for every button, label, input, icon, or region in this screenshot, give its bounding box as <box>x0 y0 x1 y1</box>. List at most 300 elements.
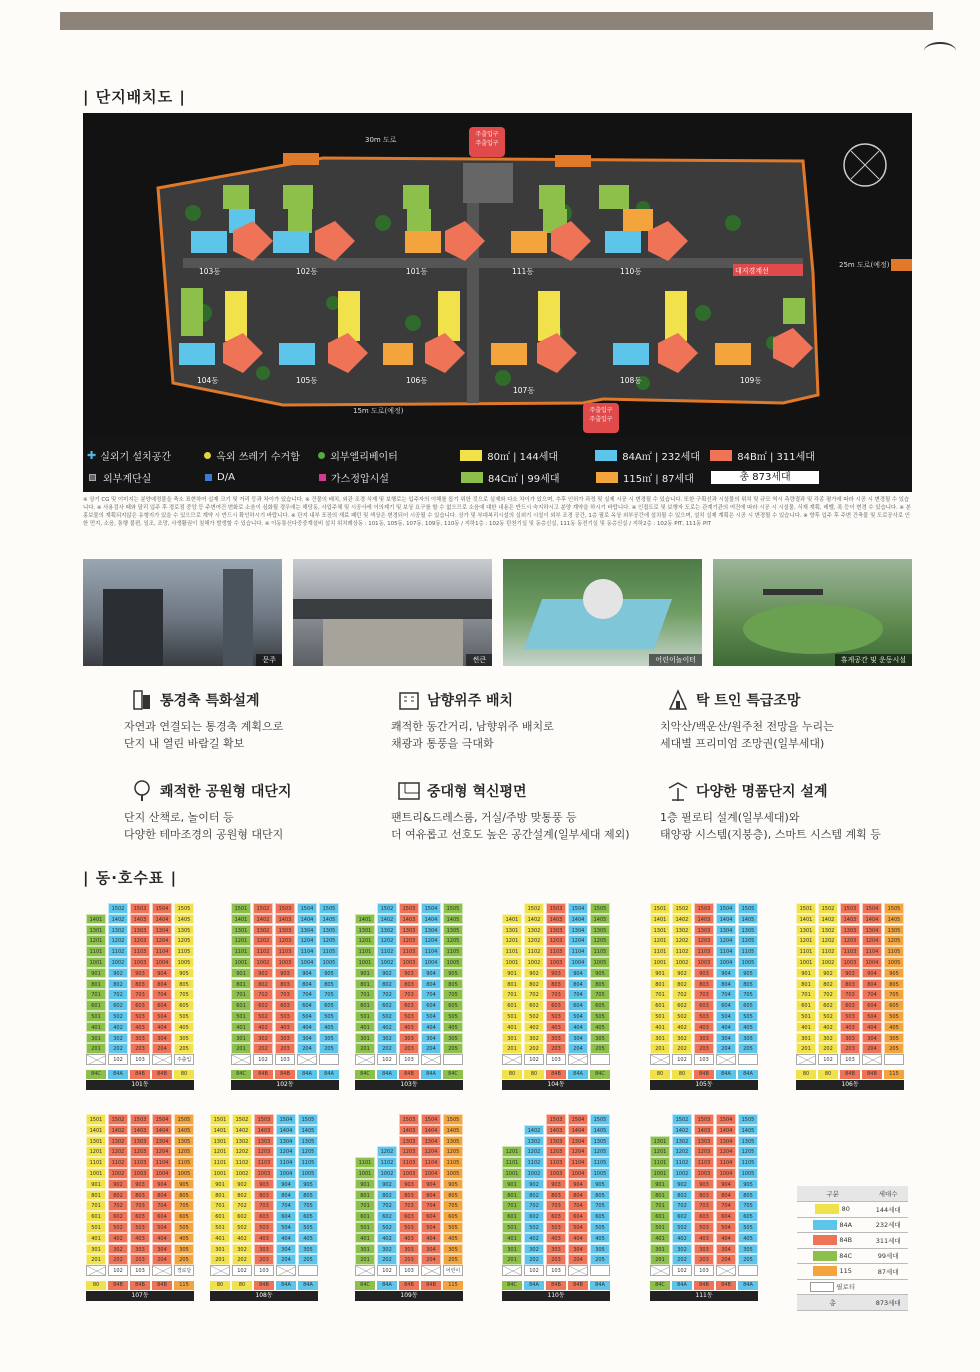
unit-cell: 504 <box>862 1011 882 1022</box>
unit-cell: 경로당 <box>174 1265 194 1276</box>
unit-cell: 1301 <box>502 925 522 936</box>
unit-cell: 1105 <box>590 946 610 957</box>
unit-cell: 1205 <box>174 1146 194 1157</box>
boundary-label: 대지경계선 <box>735 267 769 275</box>
unit-cell: 802 <box>672 979 692 990</box>
unit-cell: 504 <box>421 1222 441 1233</box>
unit-type-label: 84B <box>130 1281 150 1290</box>
unit-cell <box>590 1265 610 1276</box>
unit-cell: 903 <box>130 1179 150 1190</box>
unit-cell: 303 <box>840 1033 860 1044</box>
unit-cell: 602 <box>108 1211 128 1222</box>
unit-cell: 505 <box>590 1011 610 1022</box>
unit-cell: 1401 <box>650 914 670 925</box>
bldg-label-107: 107동 <box>513 386 535 395</box>
unit-cell: 1101 <box>502 1157 522 1168</box>
unit-cell: 1002 <box>232 1168 252 1179</box>
unit-cell: 501 <box>86 1011 106 1022</box>
unit-type-label: 80 <box>502 1070 522 1079</box>
unit-cell: 403 <box>399 1233 419 1244</box>
unit-cell: 1202 <box>672 935 692 946</box>
unit-cell: 504 <box>152 1222 172 1233</box>
bldg-label-106: 106동 <box>406 376 428 385</box>
unit-cell: 103 <box>399 1054 419 1065</box>
page-curl <box>924 42 956 60</box>
unit-cell: 905 <box>319 968 339 979</box>
unit-cell: 1002 <box>108 957 128 968</box>
unit-cell: 1202 <box>818 935 838 946</box>
unit-cell: 1103 <box>399 1157 419 1168</box>
unit-cell: 703 <box>254 1200 274 1211</box>
bldg-label-102: 102동 <box>296 267 318 276</box>
unit-cell: 701 <box>86 989 106 1000</box>
unit-cell: 805 <box>590 979 610 990</box>
unit-cell: 1401 <box>86 1125 106 1136</box>
unit-cell: 603 <box>254 1211 274 1222</box>
unit-cell: 701 <box>650 989 670 1000</box>
unit-cell: 1503 <box>694 1114 714 1125</box>
unit-type-label: 84B <box>840 1070 860 1079</box>
unit-cell: 1103 <box>275 946 295 957</box>
unit-cell: 905 <box>738 1179 758 1190</box>
unit-cell: 1001 <box>796 957 816 968</box>
unit-cell: 703 <box>399 989 419 1000</box>
unit-cell: 303 <box>130 1033 150 1044</box>
unit-cell: 305 <box>590 1244 610 1255</box>
unit-cell: 1402 <box>818 914 838 925</box>
unit-type-label: 84C <box>590 1070 610 1079</box>
unit-cell: 1104 <box>421 1157 441 1168</box>
photo-caption-gate: 문주 <box>256 654 282 666</box>
unit-cell: 502 <box>672 1011 692 1022</box>
unit-cell: 1402 <box>232 1125 252 1136</box>
unit-cell: 1302 <box>818 925 838 936</box>
unit-cell: 804 <box>568 1190 588 1201</box>
unit-cell: 1302 <box>232 1136 252 1147</box>
unit-cell: 704 <box>716 989 736 1000</box>
unit-cell: 1205 <box>443 1146 463 1157</box>
unit-cell: 1002 <box>253 957 273 968</box>
unit-cell: 903 <box>694 968 714 979</box>
unit-cell: 1404 <box>716 914 736 925</box>
unit-cell: 402 <box>672 1233 692 1244</box>
unit-cell: 605 <box>590 1000 610 1011</box>
unit-cell: 402 <box>108 1022 128 1033</box>
unit-cell: 1302 <box>672 925 692 936</box>
unit-cell: 404 <box>152 1233 172 1244</box>
unit-cell <box>590 1054 610 1065</box>
unit-cell: 1504 <box>862 903 882 914</box>
building-name-bar: 102동 <box>231 1080 339 1090</box>
unit-cell <box>355 1054 375 1065</box>
unit-cell: 1304 <box>568 925 588 936</box>
unit-cell: 801 <box>650 1190 670 1201</box>
unit-cell: 905 <box>738 968 758 979</box>
road-label-top: 30m 도로 <box>365 136 397 144</box>
unit-cell: 203 <box>130 1254 150 1265</box>
unit-cell: 805 <box>884 979 904 990</box>
unit-cell: 901 <box>86 968 106 979</box>
unit-cell: 305 <box>443 1033 463 1044</box>
unit-cell: 502 <box>377 1222 397 1233</box>
bldg-label-104: 104동 <box>197 376 219 385</box>
unit-cell: 1205 <box>443 935 463 946</box>
unit-cell: 802 <box>253 979 273 990</box>
unit-cell: 901 <box>231 968 251 979</box>
unit-type-label: 84A <box>319 1070 339 1079</box>
unit-cell: 401 <box>231 1022 251 1033</box>
unit-cell: 203 <box>694 1254 714 1265</box>
unit-cell: 603 <box>546 1000 566 1011</box>
unit-cell: 403 <box>130 1233 150 1244</box>
unit-cell: 1201 <box>355 935 375 946</box>
unit-cell: 405 <box>174 1022 194 1033</box>
unit-type-label: 84A <box>377 1070 397 1079</box>
unit-cell: 1504 <box>421 1114 441 1125</box>
unit-cell: 203 <box>399 1254 419 1265</box>
unit-cell: 401 <box>86 1233 106 1244</box>
unit-cell: 203 <box>254 1254 274 1265</box>
unit-type-label: 84B <box>716 1281 736 1290</box>
unit-cell: 404 <box>152 1022 172 1033</box>
unit-cell: 1101 <box>502 946 522 957</box>
legend-label-5: 가스정압시설 <box>331 473 389 485</box>
unit-cell: 1204 <box>568 935 588 946</box>
unit-cell: 905 <box>298 1179 318 1190</box>
unit-cell: 902 <box>672 968 692 979</box>
unit-cell: 604 <box>862 1000 882 1011</box>
unit-cell: 1203 <box>694 935 714 946</box>
unit-cell: 204 <box>152 1254 172 1265</box>
unit-cell: 1201 <box>231 935 251 946</box>
unit-cell: 602 <box>524 1211 544 1222</box>
unit-cell: 402 <box>524 1022 544 1033</box>
unit-cell: 403 <box>399 1022 419 1033</box>
unit-cell: 604 <box>716 1211 736 1222</box>
unit-cell: 1405 <box>319 914 339 925</box>
unit-cell: 802 <box>232 1190 252 1201</box>
unit-cell: 204 <box>297 1043 317 1054</box>
unit-cell: 1004 <box>568 1168 588 1179</box>
unit-cell: 1005 <box>590 957 610 968</box>
unit-cell: 1403 <box>275 914 295 925</box>
unit-cell: 204 <box>716 1043 736 1054</box>
unit-cell: 1101 <box>355 1157 375 1168</box>
type-swatch-84c <box>461 472 483 483</box>
unit-cell: 502 <box>108 1222 128 1233</box>
unit-type-label: 80 <box>86 1281 106 1290</box>
unit-cell: 301 <box>502 1033 522 1044</box>
unit-cell: 203 <box>546 1043 566 1054</box>
summary-swatch <box>813 1235 837 1245</box>
unit-cell <box>298 1265 318 1276</box>
unit-cell: 102 <box>524 1265 544 1276</box>
summary-count: 311세대 <box>868 1233 908 1249</box>
unit-cell <box>568 1054 588 1065</box>
unit-cell: 502 <box>524 1222 544 1233</box>
unit-cell: 1201 <box>502 935 522 946</box>
unit-cell: 504 <box>716 1222 736 1233</box>
unit-cell: 704 <box>568 1200 588 1211</box>
unit-cell: 주출입 <box>174 1054 194 1065</box>
unit-cell: 1005 <box>174 1168 194 1179</box>
unit-cell: 1404 <box>862 914 882 925</box>
summary-type: 80 <box>841 1205 850 1214</box>
unit-cell: 205 <box>174 1043 194 1054</box>
unit-cell: 603 <box>694 1211 714 1222</box>
unit-cell: 603 <box>130 1000 150 1011</box>
unit-cell: 701 <box>502 1200 522 1211</box>
unit-cell: 1501 <box>210 1114 230 1125</box>
building-name-bar: 101동 <box>86 1080 194 1090</box>
unit-cell: 904 <box>716 1179 736 1190</box>
summary-count: 99세대 <box>868 1248 908 1264</box>
unit-cell: 705 <box>319 989 339 1000</box>
unit-cell: 603 <box>399 1211 419 1222</box>
unit-cell: 901 <box>796 968 816 979</box>
unit-cell: 1305 <box>443 925 463 936</box>
unit-cell: 1204 <box>152 935 172 946</box>
unit-cell: 305 <box>738 1033 758 1044</box>
unit-cell: 402 <box>524 1233 544 1244</box>
bldg-label-109: 109동 <box>740 376 762 385</box>
unit-cell: 1005 <box>443 1168 463 1179</box>
building-icon <box>130 689 154 711</box>
unit-cell: 801 <box>231 979 251 990</box>
bldg-label-108: 108동 <box>620 376 642 385</box>
unit-cell: 1405 <box>738 914 758 925</box>
feature-desc-2: 더 여유롭고 선호도 높은 공간설계(일부세대 제외) <box>391 828 630 841</box>
unit-cell: 702 <box>672 1200 692 1211</box>
unit-cell: 902 <box>377 968 397 979</box>
unit-cell: 304 <box>568 1244 588 1255</box>
unit-cell: 1503 <box>546 903 566 914</box>
unit-cell: 703 <box>546 1200 566 1211</box>
unit-cell: 1305 <box>590 1136 610 1147</box>
unit-cell: 403 <box>254 1233 274 1244</box>
unit-cell: 705 <box>174 1200 194 1211</box>
unit-cell: 1204 <box>297 935 317 946</box>
unit-cell: 1505 <box>738 903 758 914</box>
unit-cell: 305 <box>884 1033 904 1044</box>
unit-type-label: 84A <box>672 1281 692 1290</box>
unit-cell: 304 <box>276 1244 296 1255</box>
unit-cell: 1404 <box>297 914 317 925</box>
unit-cell <box>231 1054 251 1065</box>
unit-cell: 1403 <box>130 1125 150 1136</box>
unit-cell: 204 <box>421 1254 441 1265</box>
unit-cell: 1004 <box>152 1168 172 1179</box>
unit-cell: 505 <box>319 1011 339 1022</box>
unit-cell: 505 <box>738 1011 758 1022</box>
unit-cell: 405 <box>319 1022 339 1033</box>
unit-cell: 1005 <box>738 1168 758 1179</box>
unit-cell: 1002 <box>524 1168 544 1179</box>
unit-table-title: | 동·호수표 | <box>83 869 178 887</box>
unit-type-label: 84A <box>738 1070 758 1079</box>
unit-cell: 1405 <box>884 914 904 925</box>
unit-cell: 1104 <box>152 1157 172 1168</box>
summary-count: 232세대 <box>868 1217 908 1233</box>
unit-cell: 1402 <box>377 914 397 925</box>
unit-cell: 1102 <box>108 946 128 957</box>
unit-type-label: 84A <box>297 1070 317 1079</box>
unit-cell: 1203 <box>254 1146 274 1157</box>
unit-cell: 404 <box>568 1233 588 1244</box>
trash-bin-icon <box>204 452 211 459</box>
unit-cell: 504 <box>716 1011 736 1022</box>
unit-cell: 1103 <box>254 1157 274 1168</box>
unit-cell: 1003 <box>275 957 295 968</box>
unit-cell: 701 <box>86 1200 106 1211</box>
unit-cell: 1302 <box>108 925 128 936</box>
unit-cell: 902 <box>672 1179 692 1190</box>
unit-cell: 405 <box>298 1233 318 1244</box>
unit-cell: 1201 <box>86 1146 106 1157</box>
unit-cell: 1504 <box>568 903 588 914</box>
unit-cell: 1505 <box>174 903 194 914</box>
unit-cell: 904 <box>276 1179 296 1190</box>
unit-cell: 302 <box>108 1033 128 1044</box>
unit-cell: 705 <box>590 989 610 1000</box>
unit-cell: 1502 <box>108 1114 128 1125</box>
unit-summary-table <box>797 1186 908 1311</box>
feature-title: 다양한 명품단지 설계 <box>696 784 828 800</box>
unit-cell: 703 <box>130 1200 150 1211</box>
unit-cell: 1103 <box>546 1157 566 1168</box>
unit-cell: 1305 <box>443 1136 463 1147</box>
unit-cell: 902 <box>524 968 544 979</box>
unit-cell: 404 <box>297 1022 317 1033</box>
unit-cell: 804 <box>862 979 882 990</box>
unit-type-label: 84C <box>443 1070 463 1079</box>
unit-cell: 802 <box>108 979 128 990</box>
unit-cell: 402 <box>108 1233 128 1244</box>
unit-cell: 1501 <box>796 903 816 914</box>
unit-cell: 701 <box>210 1200 230 1211</box>
unit-cell: 303 <box>546 1033 566 1044</box>
unit-cell <box>862 1054 882 1065</box>
unit-cell: 602 <box>672 1211 692 1222</box>
unit-cell: 1304 <box>152 1136 172 1147</box>
unit-cell: 402 <box>253 1022 273 1033</box>
unit-cell: 405 <box>738 1233 758 1244</box>
unit-cell: 601 <box>650 1000 670 1011</box>
unit-cell: 405 <box>738 1022 758 1033</box>
feature-desc-1: 팬트리&드레스룸, 거실/주방 맞통풍 등 <box>391 811 577 824</box>
unit-cell: 1203 <box>275 935 295 946</box>
unit-cell <box>738 1054 758 1065</box>
unit-cell: 601 <box>86 1211 106 1222</box>
unit-cell: 602 <box>377 1000 397 1011</box>
unit-cell: 1404 <box>568 914 588 925</box>
unit-cell: 1505 <box>738 1114 758 1125</box>
unit-cell: 1305 <box>319 925 339 936</box>
unit-cell: 1105 <box>738 946 758 957</box>
unit-cell: 501 <box>231 1011 251 1022</box>
unit-cell: 1402 <box>253 914 273 925</box>
unit-cell: 903 <box>399 1179 419 1190</box>
unit-cell: 903 <box>275 968 295 979</box>
unit-cell: 202 <box>253 1043 273 1054</box>
unit-cell: 903 <box>254 1179 274 1190</box>
unit-cell: 1303 <box>130 925 150 936</box>
unit-cell: 1404 <box>276 1125 296 1136</box>
unit-cell: 201 <box>355 1043 375 1054</box>
unit-cell: 1505 <box>443 1114 463 1125</box>
unit-cell: 103 <box>275 1054 295 1065</box>
unit-cell: 1403 <box>130 914 150 925</box>
unit-cell: 403 <box>694 1233 714 1244</box>
unit-cell: 402 <box>232 1233 252 1244</box>
unit-cell: 1403 <box>399 914 419 925</box>
unit-cell: 1502 <box>672 1114 692 1125</box>
unit-type-label: 84B <box>152 1281 172 1290</box>
unit-cell: 902 <box>108 968 128 979</box>
unit-cell: 1003 <box>130 1168 150 1179</box>
unit-cell: 1202 <box>232 1146 252 1157</box>
unit-type-label: 84A <box>377 1281 397 1290</box>
unit-cell: 1402 <box>672 914 692 925</box>
summary-swatch <box>813 1251 837 1261</box>
unit-cell: 1305 <box>174 1136 194 1147</box>
unit-cell: 1403 <box>694 914 714 925</box>
unit-cell: 501 <box>650 1222 670 1233</box>
unit-type-label: 84B <box>546 1281 566 1290</box>
unit-cell: 305 <box>738 1244 758 1255</box>
unit-cell: 1303 <box>399 1136 419 1147</box>
unit-cell: 402 <box>377 1022 397 1033</box>
unit-cell: 501 <box>502 1222 522 1233</box>
unit-cell: 904 <box>568 968 588 979</box>
unit-cell: 605 <box>738 1211 758 1222</box>
unit-cell: 702 <box>108 989 128 1000</box>
unit-cell: 604 <box>421 1000 441 1011</box>
unit-cell: 603 <box>130 1211 150 1222</box>
unit-type-label: 115 <box>174 1281 194 1290</box>
unit-cell: 505 <box>174 1222 194 1233</box>
summary-type: 84A <box>839 1220 853 1229</box>
unit-cell: 203 <box>694 1043 714 1054</box>
unit-cell: 705 <box>738 989 758 1000</box>
unit-cell: 1402 <box>108 1125 128 1136</box>
unit-cell: 1201 <box>502 1146 522 1157</box>
unit-cell: 1304 <box>716 925 736 936</box>
unit-type-label: 84C <box>86 1070 106 1079</box>
unit-cell: 303 <box>546 1244 566 1255</box>
unit-cell: 803 <box>546 979 566 990</box>
unit-cell: 302 <box>524 1033 544 1044</box>
unit-cell: 1401 <box>231 914 251 925</box>
unit-cell: 1301 <box>355 925 375 936</box>
unit-cell <box>716 1265 736 1276</box>
unit-cell: 1403 <box>694 1125 714 1136</box>
unit-cell: 1503 <box>399 903 419 914</box>
main-entrance-bottom: 주출입구 주출입구 <box>589 407 613 423</box>
unit-cell: 1305 <box>174 925 194 936</box>
photo-caption-rest-area: 휴게공간 및 운동시설 <box>835 654 912 666</box>
unit-cell: 1004 <box>297 957 317 968</box>
unit-cell: 1504 <box>152 903 172 914</box>
unit-cell: 102 <box>377 1265 397 1276</box>
unit-cell: 504 <box>297 1011 317 1022</box>
unit-cell: 303 <box>399 1033 419 1044</box>
unit-cell: 703 <box>840 989 860 1000</box>
unit-cell: 1401 <box>355 914 375 925</box>
unit-cell: 202 <box>108 1043 128 1054</box>
unit-cell: 804 <box>421 1190 441 1201</box>
unit-cell <box>210 1265 230 1276</box>
